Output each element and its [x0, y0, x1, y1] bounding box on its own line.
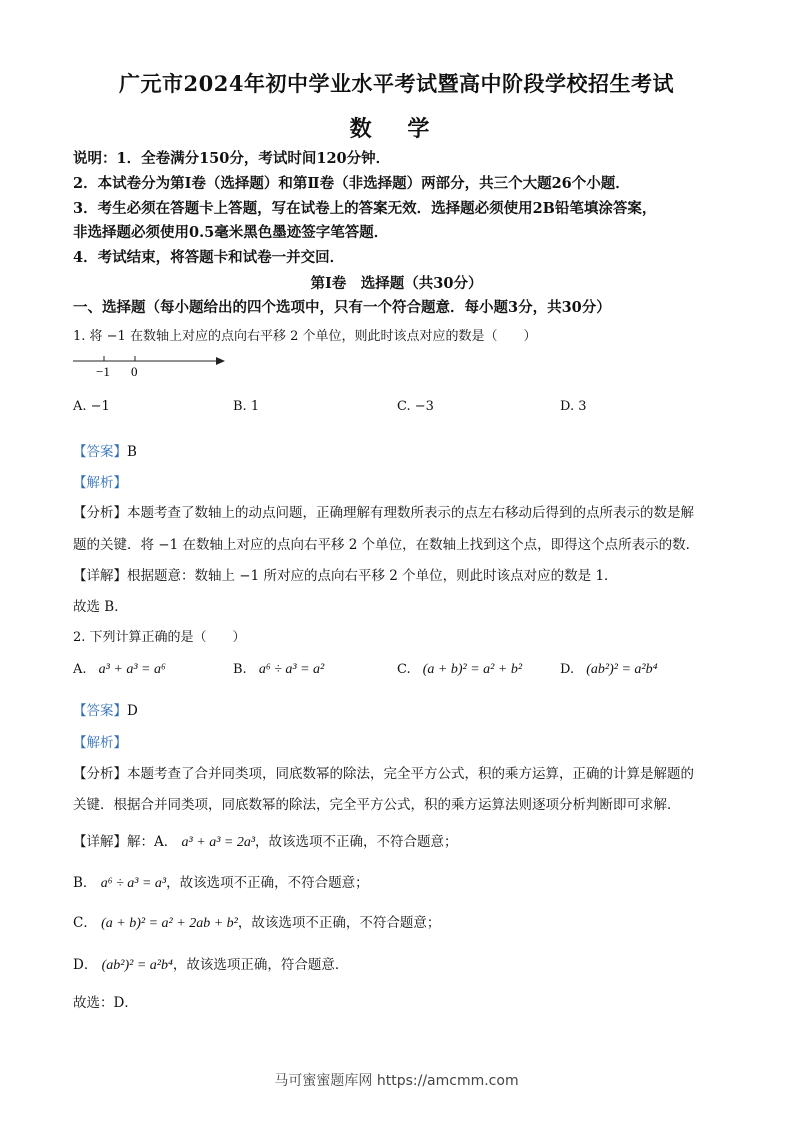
q2-option-c — [397, 662, 522, 678]
detail-suffix: ，故该选项不正确，不符合题意； — [255, 834, 458, 850]
q2-option-a — [73, 662, 166, 678]
option-expr: (a + b)² = a² + b² — [422, 662, 523, 677]
detail-suffix: ，故该选项不正确，不符合题意； — [166, 875, 369, 891]
detail-tag: 【详解】 — [73, 834, 127, 850]
q2-conclusion: 故选：D． — [73, 995, 138, 1011]
q1-fenxi-line-1 — [73, 501, 694, 521]
footer-watermark[interactable]: 马可蜜蜜题库网 https://amcmm.com — [274, 1073, 519, 1089]
q1-option-d: D. 3 — [560, 399, 587, 414]
note-line-1: 说明：1．全卷满分150分，考试时间120分钟． — [73, 150, 391, 167]
fenxi-text: 本题考查了合并同类项，同底数幂的除法，完全平方公式，积的乘方运算，正确的计算是解题的 — [127, 766, 694, 782]
answer-tag: 【答案】 — [73, 703, 127, 719]
q2-option-b — [233, 662, 324, 678]
detail-suffix: ，故该选项正确，符合题意． — [172, 957, 349, 973]
detail-text: 根据题意：数轴上 −1 所对应的点向右平移 2 个单位，则此时该点对应的数是 1． — [127, 568, 618, 584]
note-line-2: 2．本试卷分为第Ⅰ卷（选择题）和第Ⅱ卷（非选择题）两部分，共三个大题26个小题． — [73, 175, 630, 192]
q1-answer — [73, 440, 137, 460]
q2-detail-d — [73, 953, 348, 974]
note-line-3: 3．考生必须在答题卡上答题，写在试卷上的答案无效．选择题必须使用2B铅笔填涂答案， — [73, 200, 657, 217]
q1-option-b: B. 1 — [233, 399, 260, 414]
q1-option-c: C. −3 — [397, 399, 434, 414]
detail-tag: 【详解】 — [73, 568, 127, 584]
q1-analysis-tag: 【解析】 — [73, 475, 127, 491]
option-expr: (ab²)² = a²b⁴ — [586, 662, 658, 677]
q2-option-d — [560, 662, 657, 678]
q1-option-a: A. −1 — [73, 399, 110, 414]
number-line-arrow-icon — [216, 357, 225, 365]
note-line-4: 非选择题必须使用0.5毫米黑色墨迹签字笔答题． — [73, 224, 389, 241]
page-title: 广元市2024年初中学业水平考试暨高中阶段学校招生考试 — [119, 71, 674, 96]
q2-analysis-tag: 【解析】 — [73, 735, 127, 751]
q1-detail — [73, 564, 618, 584]
q2-stem: 2. 下列计算正确的是（ ） — [73, 630, 246, 645]
q1-stem: 1. 将 −1 在数轴上对应的点向右平移 2 个单位，则此时该点对应的数是（ ） — [73, 329, 537, 344]
label-zero: 0 — [131, 364, 138, 379]
answer-value: B — [127, 444, 137, 460]
detail-expr: a⁶ ÷ a³ = a³ — [100, 876, 167, 891]
option-label: B. — [233, 662, 247, 677]
q1-conclusion: 故选 B． — [73, 599, 128, 615]
q1-fenxi-line-2: 题的关键．将 −1 在数轴上对应的点向右平移 2 个单位，在数轴上找到这个点，即得这个点所表示的数． — [73, 537, 700, 553]
label-minus-one: −1 — [96, 364, 110, 379]
part-heading: 第Ⅰ卷 选择题（共30分） — [310, 275, 483, 292]
detail-suffix: ，故该选项不正确，不符合题意； — [237, 915, 441, 931]
detail-prefix: 解：A． — [127, 834, 178, 850]
option-expr: a⁶ ÷ a³ = a² — [258, 662, 325, 677]
subject-title: 数 学 — [349, 116, 444, 142]
detail-prefix: C． — [73, 915, 97, 931]
detail-prefix: D． — [73, 957, 98, 973]
option-label: C. — [397, 662, 411, 677]
detail-expr: (ab²)² = a²b⁴ — [101, 958, 173, 973]
fenxi-tag: 【分析】 — [73, 766, 127, 782]
note-line-5: 4．考试结束，将答题卡和试卷一并交回． — [73, 249, 345, 266]
q2-detail-c — [73, 911, 440, 932]
option-label: D. — [560, 662, 575, 677]
option-label: A. — [73, 662, 87, 677]
detail-prefix: B． — [73, 875, 97, 891]
option-expr: a³ + a³ = a⁶ — [98, 662, 166, 677]
q2-answer — [73, 699, 138, 719]
q2-detail-a — [73, 830, 458, 851]
q2-fenxi-line-2: 关键．根据合并同类项，同底数幂的除法，完全平方公式，积的乘方运算法则逐项分析判断即可求解． — [73, 797, 681, 813]
detail-expr: a³ + a³ = 2a³ — [181, 835, 256, 850]
answer-tag: 【答案】 — [73, 444, 127, 460]
q2-fenxi-line-1 — [73, 762, 694, 782]
number-line — [70, 350, 230, 380]
detail-expr: (a + b)² = a² + 2ab + b² — [101, 916, 238, 931]
fenxi-tag: 【分析】 — [73, 505, 127, 521]
answer-value: D — [127, 703, 138, 719]
fenxi-text: 本题考查了数轴上的动点问题，正确理解有理数所表示的点左右移动后得到的点所表示的数是解 — [127, 505, 694, 521]
q2-detail-b — [73, 871, 369, 892]
section-heading: 一、选择题（每小题给出的四个选项中，只有一个符合题意．每小题3分，共30分） — [73, 299, 611, 316]
